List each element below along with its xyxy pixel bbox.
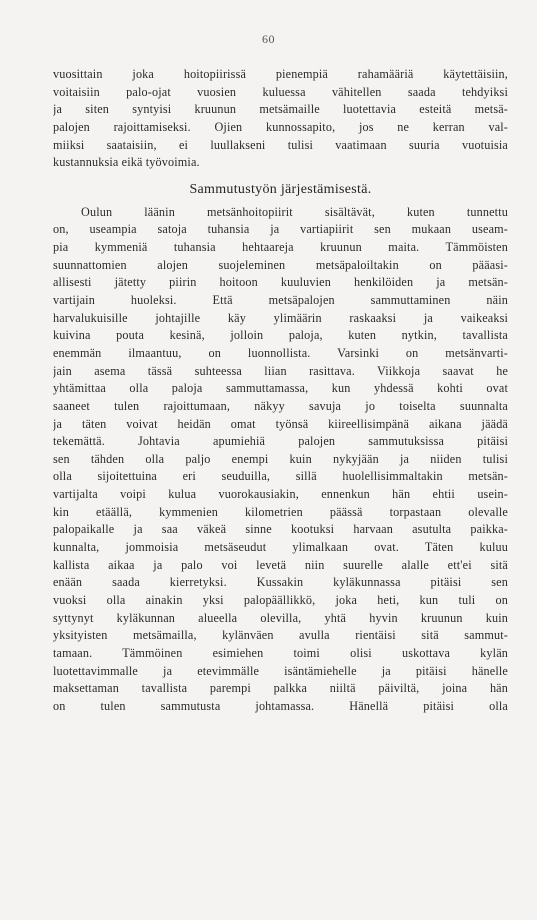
text-line: miiksi saataisiin, ei luullakseni tulisi vaatimaan suuria vuotuisia	[53, 137, 508, 152]
text-line: yksityisten metsämailla, kylänväen avulla rientäisi sitä sammut-	[53, 628, 508, 643]
text-line: harvalukuisille johtajille käy ylimäärin raskaaksi ja vaikeaksi	[53, 310, 508, 325]
text-line: kin etäällä, kymmenien kilometrien päässä torpastaan olevalle	[53, 504, 508, 519]
text-line: pia kymmeniä tuhansia hehtaareja kruunun maita. Tämmöisten	[53, 240, 508, 255]
text-line: vuosittain joka hoitopiirissä pienempiä rahamääriä käytettäisiin,	[53, 67, 508, 81]
text-line: luotettavimmalle ja etevimmälle isäntämiehelle ja pitäisi hänelle	[53, 663, 508, 678]
paragraph-1	[53, 66, 508, 172]
text-line: voitaisiin palo-ojat vuosien kuluessa vähitellen saada tehdyiksi	[53, 84, 508, 99]
text-line: kustannuksia eikä työvoimia.	[53, 155, 200, 170]
text-line: on, useampia satoja tuhansia ja vartiapiirit sen mukaan useam-	[53, 222, 508, 237]
text-line: enemmän ilmaantuu, on luonnollista. Varsinki on metsänvarti-	[53, 345, 508, 360]
text-line: yhtämittaa olla paloja sammuttamassa, kun yhdessä kohti ovat	[53, 381, 508, 396]
text-line: tamaan. Tämmöinen esimiehen toimi olisi uskottava kylän	[53, 645, 508, 660]
text-line: vuoksi olla ainakin yksi palopäällikkö, joka heti, kun tuli on	[53, 592, 508, 607]
text-line: ja siten syntyisi kruunun metsämaille luotettavia esteitä metsä-	[53, 102, 508, 117]
page-text	[53, 66, 508, 715]
text-line: saaneet tulen rajoittumaan, näkyy savuja jo toiselta suunnalta	[53, 398, 508, 413]
text-line: vartijain huoleksi. Että metsäpalojen sammuttaminen näin	[53, 293, 508, 308]
text-line: palojen rajoittamiseksi. Ojien kunnossapito, jos ne kerran val-	[53, 119, 508, 134]
text-line: tekemättä. Johtavia apumiehiä palojen sammutuksissa pitäisi	[53, 434, 508, 449]
text-line: maksettaman tavallista parempi palkka niiltä päiviltä, joina hän	[53, 681, 508, 696]
text-line: jain asema tässä suhteessa liian rasittava. Viikkoja saavat he	[53, 363, 508, 378]
text-line: Oulun läänin metsänhoitopiirit sisältävät, kuten tunnettu	[81, 204, 508, 219]
text-line: enään saada kierretyksi. Kussakin kyläkunnassa pitäisi sen	[53, 575, 508, 590]
text-line: palopaikalle ja saa väkeä sinne kootuksi harvaan asutulta paikka-	[53, 522, 508, 537]
text-line: ja täten voivat heidän omat työnsä kiireellisimpänä aikana jäädä	[53, 416, 508, 431]
page-number: 60	[262, 32, 275, 46]
section-heading: Sammutustyön järjestämisestä.	[189, 181, 372, 197]
text-line: kallista aikaa ja palo voi levetä niin suurelle alalle ett'ei sitä	[53, 557, 508, 572]
text-line: on tulen sammutusta johtamassa. Hänellä pitäisi olla	[53, 698, 508, 713]
text-line: kunnalta, jommoisia metsäseudut ylimalkaan ovat. Täten kuluu	[53, 540, 508, 555]
text-line: sen tähden olla paljo enempi kuin nykyjään ja niiden tulisi	[53, 451, 508, 466]
text-line: vartijalta voipi kulua vuorokausiakin, ennenkun hän ehtii usein-	[53, 487, 508, 502]
text-line: kuivina pouta kesinä, jolloin paloja, kuten nytkin, tavallista	[53, 328, 508, 343]
text-line: olla sijoitettuina eri seuduilla, sillä huolellisimmaltakin metsän-	[53, 469, 508, 484]
text-line: suunnattomien alojen suojeleminen metsäpaloiltakin on pääasi-	[53, 257, 508, 272]
paragraph-2	[53, 204, 508, 716]
text-line: syttynyt kyläkunnan alueella olevilla, yhtä hyvin kruunun kuin	[53, 610, 508, 625]
text-line: allisesti jätetty piirin hoitoon kuuluvien henkilöiden ja metsän-	[53, 275, 508, 290]
